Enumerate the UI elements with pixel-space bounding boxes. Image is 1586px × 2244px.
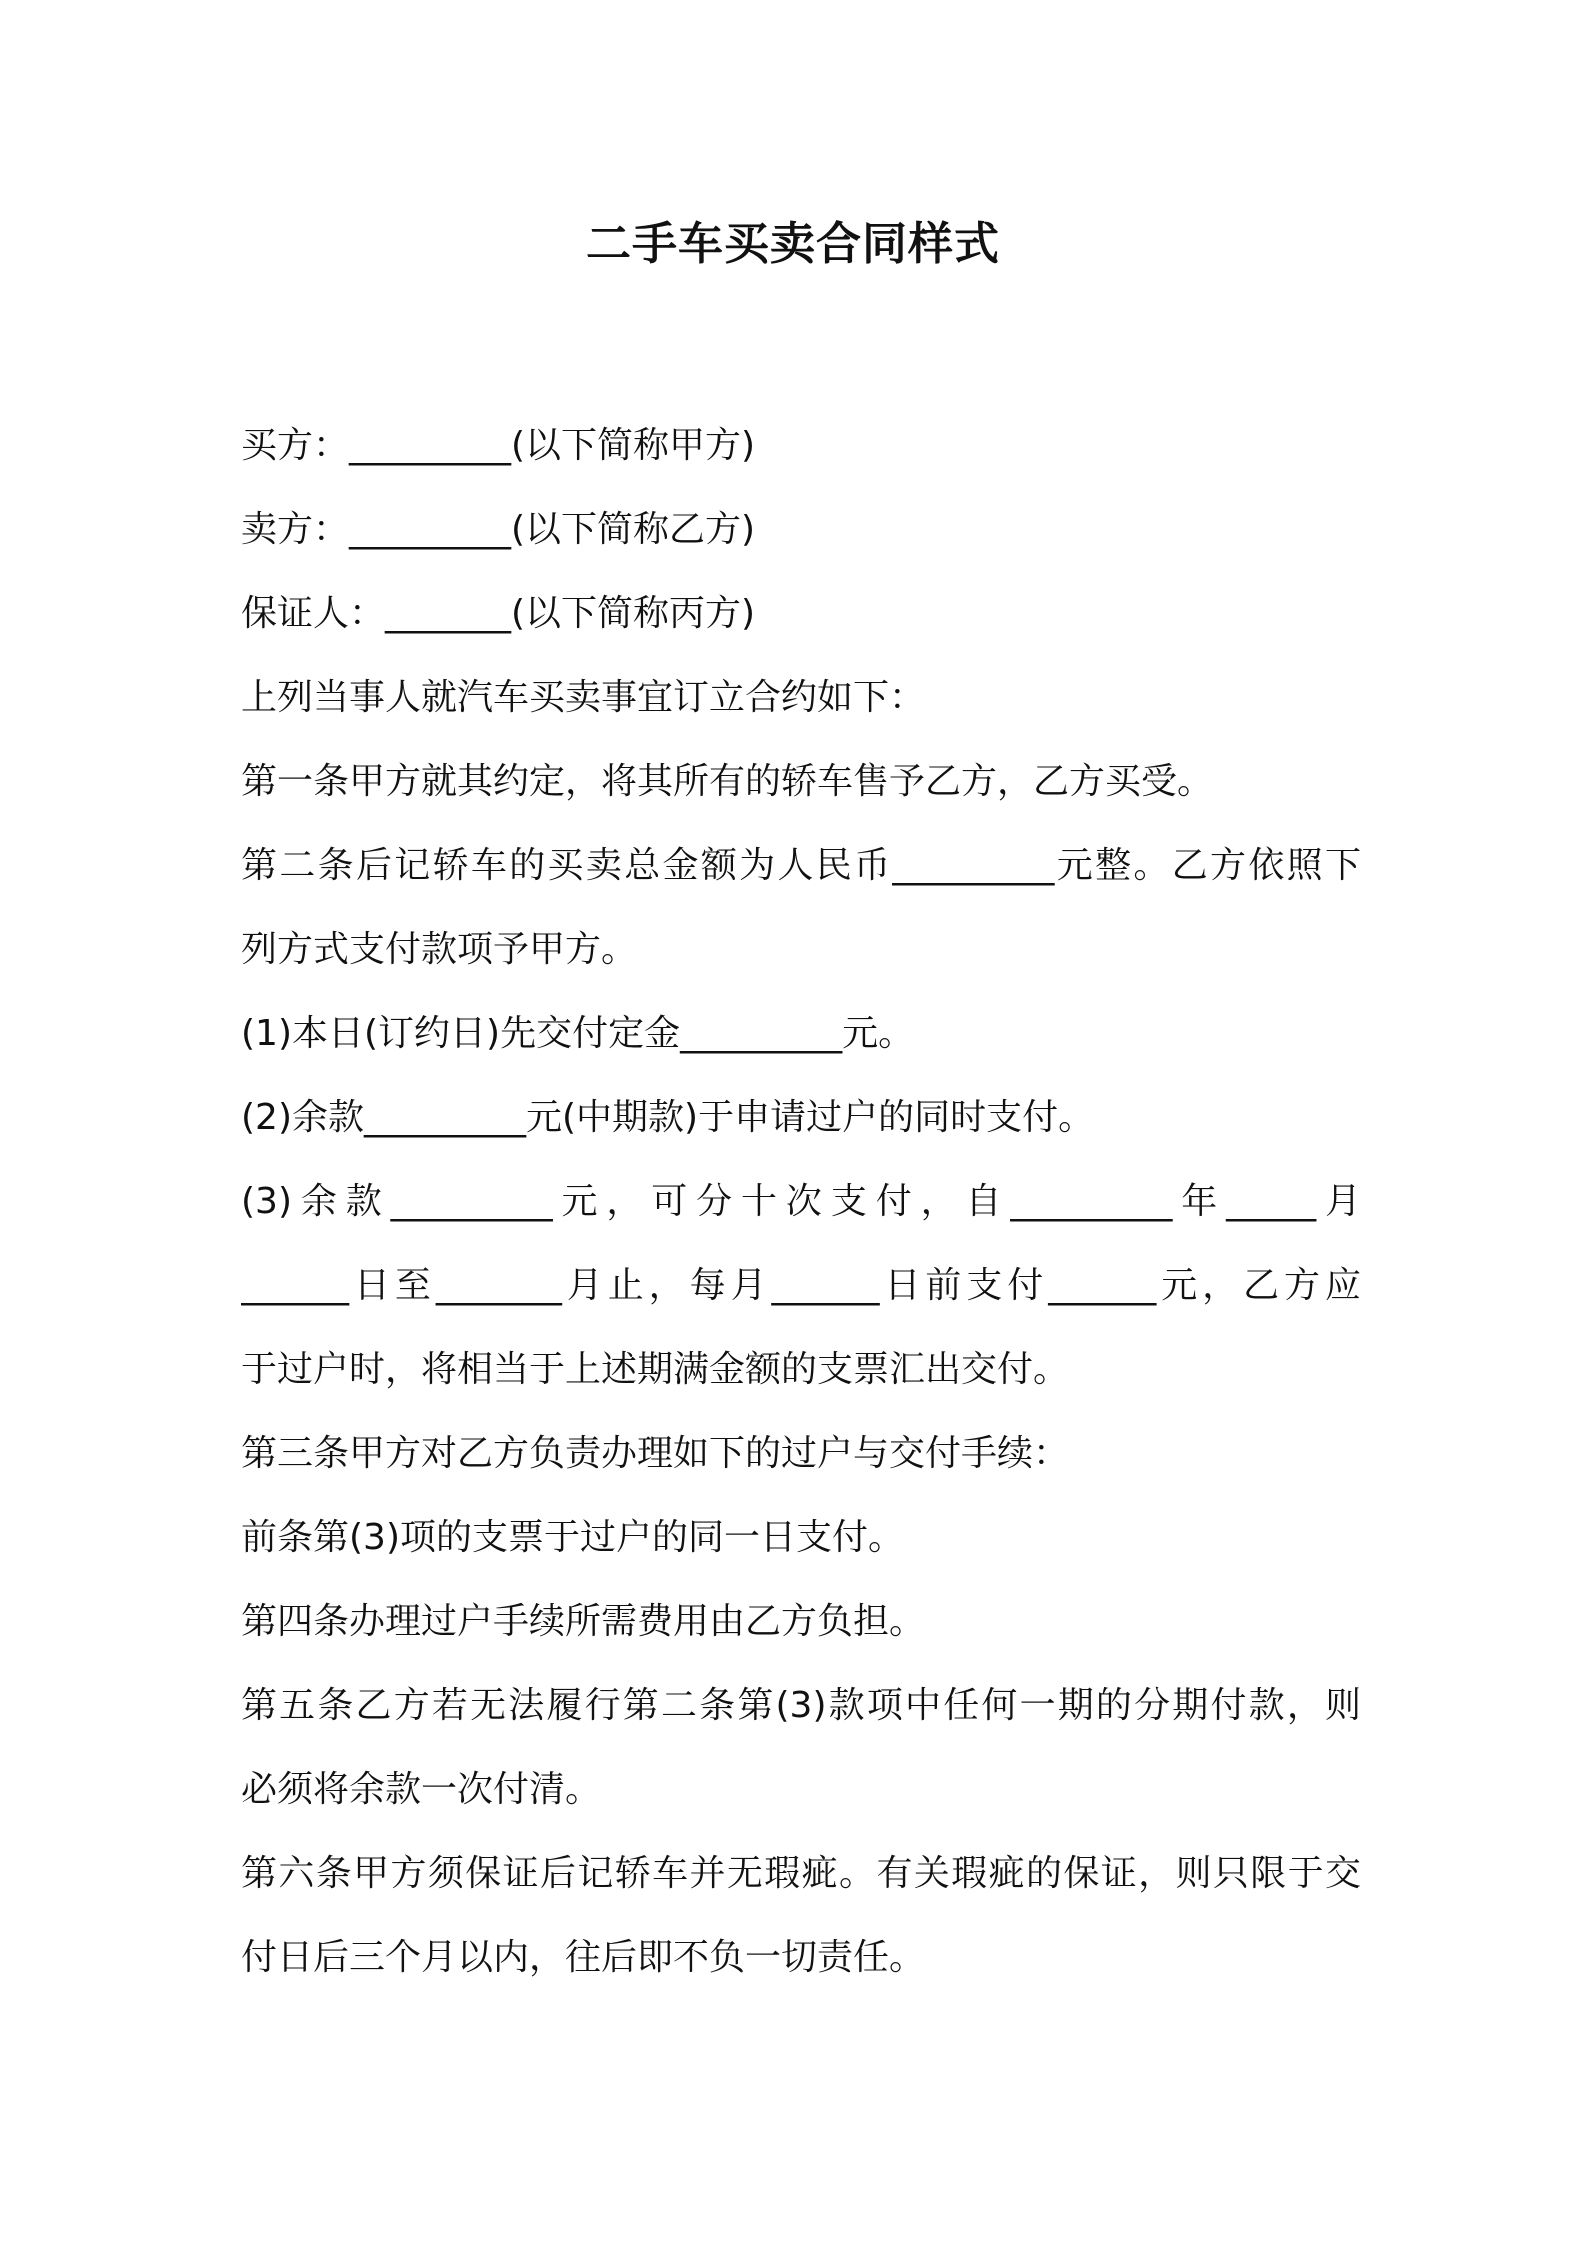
payment-item-1: (1)本日(订约日)先交付定金_________元。	[241, 1013, 915, 1054]
article-4-line: 第四条办理过户手续所需费用由乙方负担。	[241, 1601, 926, 1642]
article-6-line-1: 第六条甲方须保证后记轿车并无瑕疵。有关瑕疵的保证，则只限于交	[241, 1853, 1361, 1894]
buyer-line: 买方：_________(以下简称甲方)	[241, 425, 756, 466]
payment-item-3-line-1: (3)余款_________元，可分十次支付，自_________年_____月	[241, 1181, 1361, 1222]
payment-item-2: (2)余款_________元(中期款)于申请过户的同时支付。	[241, 1097, 1095, 1138]
article-5-line-2: 必须将余款一次付清。	[241, 1769, 602, 1810]
article-3-detail: 前条第(3)项的支票于过户的同一日支付。	[241, 1517, 904, 1558]
seller-line: 卖方：_________(以下简称乙方)	[241, 509, 756, 550]
article-2-line-2: 列方式支付款项予甲方。	[241, 929, 638, 970]
document-body	[241, 404, 1361, 2000]
article-5-line-1: 第五条乙方若无法履行第二条第(3)款项中任何一期的分期付款，则	[241, 1685, 1361, 1726]
article-1-line: 第一条甲方就其约定，将其所有的轿车售予乙方，乙方买受。	[241, 761, 1214, 802]
guarantor-line: 保证人：_______(以下简称丙方)	[241, 593, 756, 634]
article-2-line-1: 第二条后记轿车的买卖总金额为人民币_________元整。乙方依照下	[241, 845, 1361, 886]
payment-item-3-line-2: ______日至_______月止，每月______日前支付______元，乙方应	[241, 1265, 1361, 1306]
article-3-line: 第三条甲方对乙方负责办理如下的过户与交付手续：	[241, 1433, 1070, 1474]
preamble-line: 上列当事人就汽车买卖事宜订立合约如下：	[241, 677, 926, 718]
document-title: 二手车买卖合同样式	[585, 217, 1000, 270]
article-6-line-2: 付日后三个月以内，往后即不负一切责任。	[241, 1937, 926, 1978]
payment-item-3-line-3: 于过户时，将相当于上述期满金额的支票汇出交付。	[241, 1349, 1070, 1390]
